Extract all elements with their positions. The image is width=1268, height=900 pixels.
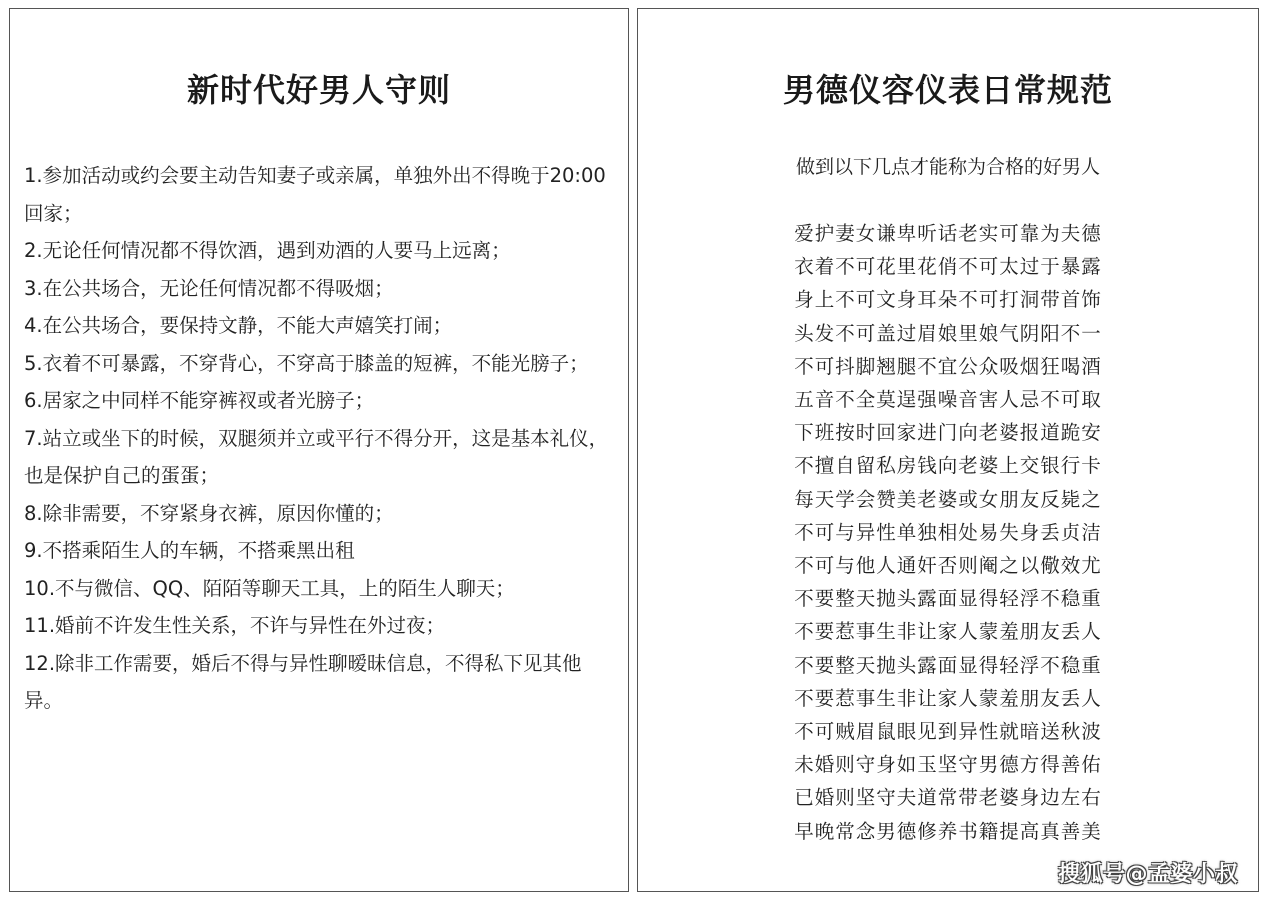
rule-item: 1.参加活动或约会要主动告知妻子或亲属，单独外出不得晚于20:00回家；	[24, 164, 606, 225]
rules-card-right	[637, 8, 1259, 892]
verse-line: 不可与异性单独相处易失身丢贞洁	[794, 520, 1102, 544]
verse-line: 早晚常念男德修养书籍提高真善美	[794, 819, 1102, 843]
verse-line: 不可贼眉鼠眼见到异性就暗送秋波	[794, 720, 1102, 744]
rule-item: 3.在公共场合，无论任何情况都不得吸烟；	[24, 276, 394, 300]
rule-item: 11.婚前不许发生性关系，不许与异性在外过夜；	[24, 614, 446, 637]
watermark: 搜狐号@孟婆小叔	[1057, 862, 1238, 887]
rule-item: 5.衣着不可暴露，不穿背心，不穿高于膝盖的短裤，不能光膀子；	[24, 351, 589, 375]
verse-line: 不要整天抛头露面显得轻浮不稳重	[794, 587, 1102, 611]
verse-line: 已婚则坚守夫道常带老婆身边左右	[794, 786, 1102, 810]
verse-line: 衣着不可花里花俏不可太过于暴露	[794, 255, 1102, 279]
right-title: 男德仪容仪表日常规范	[782, 71, 1113, 109]
verse-line: 不可与他人通奸否则阉之以儆效尤	[794, 554, 1102, 578]
verse-list	[638, 217, 1258, 848]
rules-list	[24, 157, 616, 720]
left-title: 新时代好男人守则	[186, 71, 451, 109]
rule-item: 12.除非工作需要，婚后不得与异性聊暧昧信息，不得私下见其他异。	[24, 651, 582, 712]
verse-line: 不要惹事生非让家人蒙羞朋友丢人	[794, 620, 1102, 644]
verse-line: 爱护妻女谦卑听话老实可靠为夫德	[794, 222, 1102, 245]
verse-line: 不擅自留私房钱向老婆上交银行卡	[794, 454, 1102, 478]
verse-line: 不可抖脚翘腿不宜公众吸烟狂喝酒	[794, 354, 1102, 378]
rule-item: 9.不搭乘陌生人的车辆，不搭乘黑出租	[24, 539, 355, 562]
rule-item: 10.不与微信、QQ、陌陌等聊天工具，上的陌生人聊天；	[24, 576, 515, 600]
verse-line: 五音不全莫逞强噪音害人忌不可取	[794, 388, 1102, 412]
verse-line: 下班按时回家进门向老婆报道跪安	[794, 421, 1102, 445]
verse-line: 未婚则守身如玉坚守男德方得善佑	[794, 753, 1102, 777]
right-subtitle: 做到以下几点才能称为合格的好男人	[795, 156, 1100, 178]
verse-line: 不要整天抛头露面显得轻浮不稳重	[794, 653, 1102, 677]
verse-line: 每天学会赞美老婆或女朋友反毙之	[794, 487, 1102, 511]
verse-line: 头发不可盖过眉娘里娘气阴阳不一	[794, 321, 1102, 345]
rules-card-left	[9, 8, 629, 892]
rule-item: 6.居家之中同样不能穿裤衩或者光膀子；	[24, 389, 375, 412]
rule-item: 4.在公共场合，要保持文静，不能大声嬉笑打闹；	[24, 314, 453, 337]
rule-item: 8.除非需要，不穿紧身衣裤，原因你懂的；	[24, 501, 394, 525]
rule-item: 2.无论任何情况都不得饮酒，遇到劝酒的人要马上远离；	[24, 239, 511, 262]
verse-line: 不要惹事生非让家人蒙羞朋友丢人	[794, 686, 1102, 710]
verse-line: 身上不可文身耳朵不可打洞带首饰	[794, 288, 1102, 312]
rule-item: 7.站立或坐下的时候，双腿须并立或平行不得分开，这是基本礼仪，也是保护自己的蛋蛋；	[24, 426, 609, 487]
